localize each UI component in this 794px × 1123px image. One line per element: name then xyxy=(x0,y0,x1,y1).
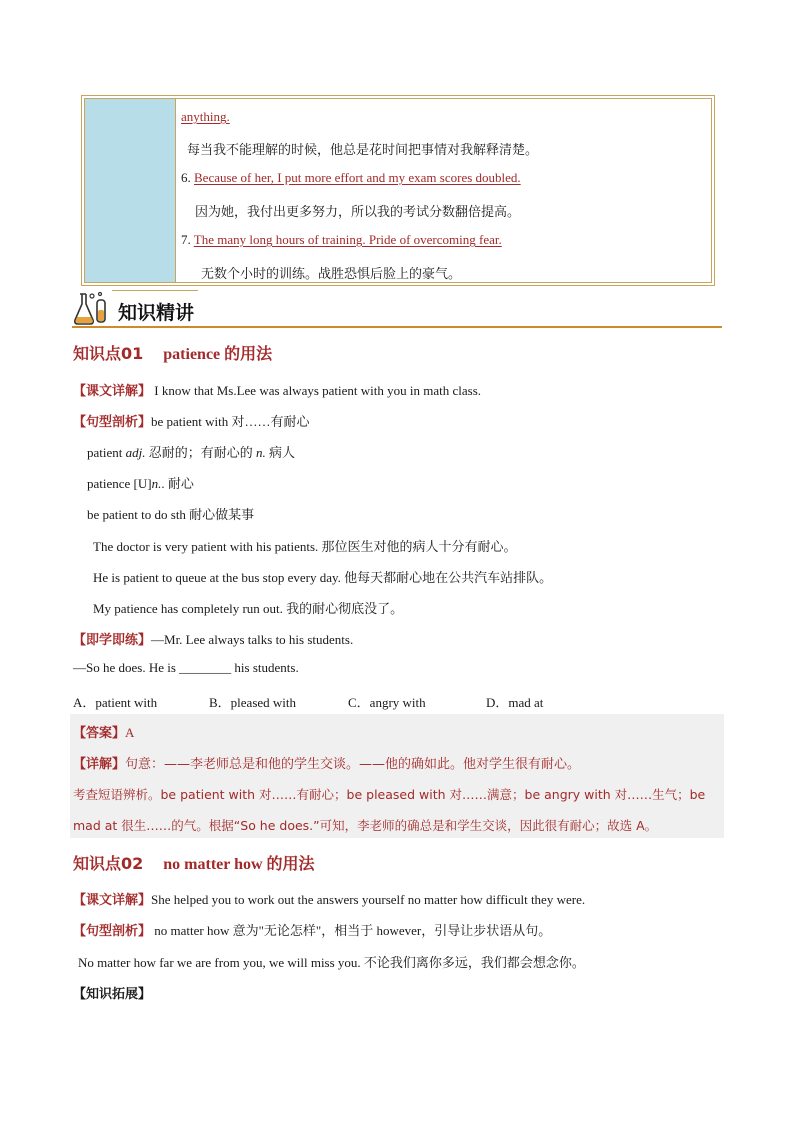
kp1-q2: —So he does. He is ________ his students. xyxy=(73,660,299,675)
table-label-cell xyxy=(85,99,176,282)
kp2-title: no matter how 的用法 xyxy=(163,856,315,873)
table-line-3 xyxy=(181,170,521,186)
kp1-line5: be patient to do sth 耐心做某事 xyxy=(87,507,255,522)
kp1-option-c: C．angry with xyxy=(348,695,426,710)
kp1-option-a: A．patient with xyxy=(73,695,158,710)
table-inner-border xyxy=(84,98,712,283)
kp1-practice xyxy=(73,629,353,648)
kp1-example-1: The doctor is very patient with his patients. 那位医生对他的病人十分有耐心。 xyxy=(93,539,517,554)
kp1-tag-practice: 【即学即练】 xyxy=(73,633,152,648)
kp1-answer xyxy=(73,722,134,741)
kp1-example-3: My patience has completely run out. 我的耐心彻底没了。 xyxy=(93,601,404,616)
kp2-text1: She helped you to work out the answers yourself no matter how difficult they were. xyxy=(151,892,586,907)
kp2-extension xyxy=(73,983,151,1002)
kp1-l4b: n. xyxy=(151,476,162,491)
kp1-line4 xyxy=(87,473,194,492)
kp1-example-2: He is patient to queue at the bus stop every day. 他每天都耐心地在公共汽车站排队。 xyxy=(93,570,553,585)
kp1-l3b: adj. xyxy=(125,445,146,460)
kp2-heading xyxy=(73,851,315,874)
kp1-l3d: n. xyxy=(256,445,266,460)
kp1-text-detail xyxy=(73,380,481,399)
kp1-tag-pattern: 【句型剖析】 xyxy=(73,415,152,430)
kp1-option-b: B．pleased with xyxy=(209,695,297,710)
kp1-text1: I know that Ms.Lee was always patient with you in math class. xyxy=(154,383,482,398)
section-title: 知识精讲 xyxy=(118,302,195,324)
table-line-6: 无数个小时的训练。战胜恐惧后脸上的豪气。 xyxy=(201,267,462,282)
kp1-det1: 句意：——李老师总是和他的学生交谈。——他的确如此。他对学生很有耐心。 xyxy=(125,757,581,772)
kp2-tag-extension: 【知识拓展】 xyxy=(73,987,152,1002)
table-line-5-num: 7. xyxy=(181,232,191,247)
kp1-tag-explain: 【详解】 xyxy=(73,757,126,772)
translation-table xyxy=(81,95,715,286)
kp2-tag-detail: 【课文详解】 xyxy=(73,893,152,908)
kp1-tag-answer: 【答案】 xyxy=(73,726,126,741)
header-top-rule xyxy=(112,290,198,291)
table-line-5 xyxy=(181,232,502,248)
table-line-3-num: 6. xyxy=(181,170,191,185)
kp1-l3e: 病人 xyxy=(265,445,296,460)
kp2-text-detail xyxy=(73,889,585,908)
flask-icon xyxy=(72,290,112,326)
kp1-title: patience 的用法 xyxy=(163,346,273,363)
kp1-line3 xyxy=(87,442,295,461)
kp1-q1: —Mr. Lee always talks to his students. xyxy=(151,632,354,647)
kp1-l4c: . 耐心 xyxy=(161,476,194,491)
table-line-2: 每当我不能理解的时候，他总是花时间把事情对我解释清楚。 xyxy=(187,143,539,158)
kp1-label: 知识点01 xyxy=(73,344,144,363)
kp2-tag-pattern: 【句型剖析】 xyxy=(73,924,152,939)
kp2-text2: no matter how 意为"无论怎样"，相当于 however，引导让步状语从句。 xyxy=(151,923,552,938)
table-line-3-text: Because of her, I put more effort and my exam scores doubled. xyxy=(194,170,521,185)
kp1-l4a: patience [U] xyxy=(87,476,152,491)
kp2-label: 知识点02 xyxy=(73,854,144,873)
kp1-tag-detail: 【课文详解】 xyxy=(73,384,152,399)
kp1-det2: 考查短语辨析。be patient with 对……有耐心；be pleased with 对……满意；be angry with 对……生气；be xyxy=(73,787,706,802)
kp2-example-1: No matter how far we are from you, we will miss you. 不论我们离你多远，我们都会想念你。 xyxy=(78,955,585,970)
kp1-heading xyxy=(73,341,272,364)
section-rule xyxy=(72,326,722,328)
kp2-pattern xyxy=(73,920,551,939)
table-line-4: 因为她，我付出更多努力，所以我的考试分数翻倍提高。 xyxy=(195,205,521,220)
kp1-answer-value: A xyxy=(125,725,135,740)
kp1-det3: mad at 很生……的气。根据“So he does.”可知，李老师的确总是和学生交谈，因此很有耐心；故选 A。 xyxy=(73,818,658,833)
table-line-1: anything. xyxy=(181,109,230,124)
kp1-option-d: D．mad at xyxy=(486,695,544,710)
table-line-5-text: The many long hours of training. Pride of overcoming fear. xyxy=(193,232,502,247)
kp1-detail xyxy=(73,753,580,772)
kp1-l3a: patient xyxy=(87,445,126,460)
kp1-pattern xyxy=(73,411,310,430)
kp1-l3c: 忍耐的；有耐心的 xyxy=(145,445,257,460)
kp1-text2: be patient with 对……有耐心 xyxy=(151,414,310,429)
